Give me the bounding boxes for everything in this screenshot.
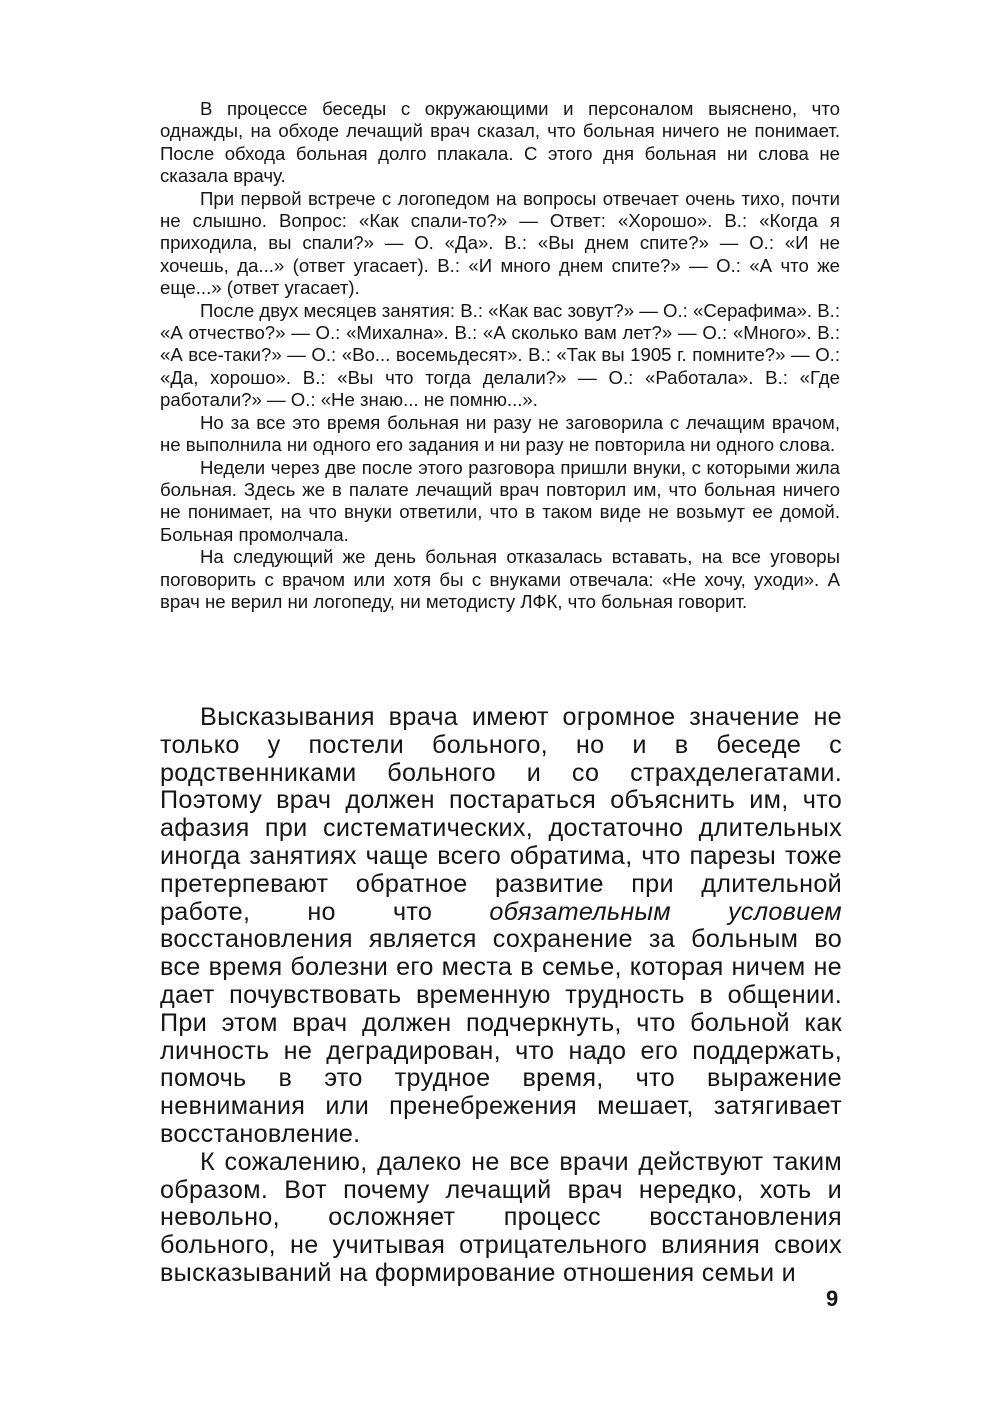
case-paragraph-2: При первой встрече с логопедом на вопросы отвечает очень тихо, почти не слышно. Вопрос: «Как спали-то?» — Ответ: «Хорошо». В.: «Когда я приходила, вы спали?» — О. «Да». В.: «Вы днем спите?» — О.: «И не хочешь, да...» (ответ угасает). В.: «И много днем спите?» — О.: «А что же еще...» (ответ угасает). [160, 187, 840, 299]
main-paragraph-1-end: восстановления является сохранение за больным во все время болезни его места в семье, которая ничем не дает почувствовать временную трудность в общении. При этом врач должен подчеркнуть, что больной как личность не деградирован, что надо его поддержать, помочь в это трудное время, что выражение невнимания или пренебрежения мешает, затягивает восстановление. [160, 925, 842, 1148]
case-paragraph-1: В процессе беседы с окружающими и персоналом выяснено, что однажды, на обходе лечащий врач сказал, что больная ничего не понимает. После обхода больная долго плакала. С этого дня больная ни слова не сказала врачу. [160, 98, 840, 187]
case-description-block [160, 98, 840, 613]
main-paragraph-2: К сожалению, далеко не все врачи действуют таким образом. Вот почему лечащий врач нередко, хоть и невольно, осложняет процесс восстановления больного, не учитывая отрицательного влияния своих высказываний на формирование отношения семьи и [160, 1147, 842, 1287]
page-number: 9 [826, 1286, 839, 1311]
main-paragraph-1-start: Высказывания врача имеют огромное значение не только у постели больного, но и в беседе с родственниками больного и со страхделегатами. Поэтому врач должен постараться объяснить им, что афазия при систематических, достаточно длительных иногда занятиях чаще всего обратима, что парезы тоже претерпевают обратное развитие при длительной работе, но что [160, 703, 842, 926]
case-paragraph-6: На следующий же день больная отказалась вставать, на все уговоры поговорить с врачом или хотя бы с внуками отвечала: «Не хочу, уходи». А врач не верил ни логопеду, ни методисту ЛФК, что больная говорит. [160, 546, 840, 612]
emphasized-phrase: обязательным условием [489, 897, 842, 926]
case-paragraph-5: Недели через две после этого разговора пришли внуки, с которыми жила больная. Здесь же в палате лечащий врач повторил им, что больная ничего не понимает, на что внуки ответили, что в таком виде не возьмут ее домой. Больная промолчала. [160, 456, 840, 545]
main-paragraph-1 [160, 704, 842, 1149]
case-paragraph-3: После двух месяцев занятия: В.: «Как вас зовут?» — О.: «Серафима». В.: «А отчество?» — О.: «Михална». В.: «А сколько вам лет?» — О.: «Много». В.: «А все-таки?» — О.: «Во... восемьдесят». В.: «Так вы 1905 г. помните?» — О.: «Да, хорошо». В.: «Вы что тогда делали?» — О.: «Работала». В.: «Где работали?» — О.: «Не знаю... не помню...». [160, 299, 840, 411]
main-text-block [160, 704, 842, 1288]
case-paragraph-4: Но за все это время больная ни разу не заговорила с лечащим врачом, не выполнила ни одного его задания и ни разу не повторила ни одного слова. [160, 411, 840, 456]
